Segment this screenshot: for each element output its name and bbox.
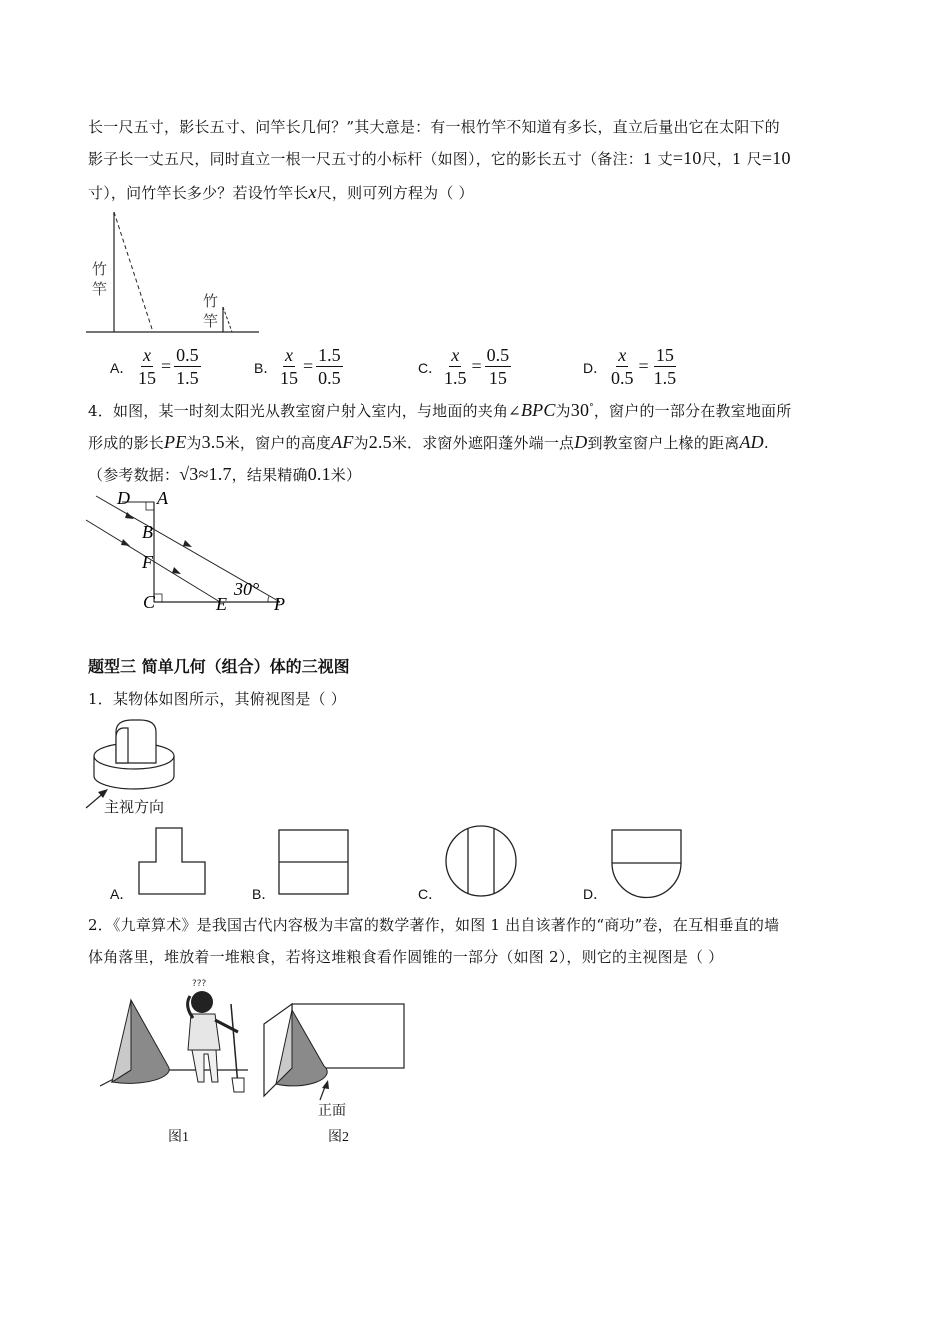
q3-variable-x: x xyxy=(308,182,317,202)
label-p: P xyxy=(274,594,285,614)
bamboo-figure xyxy=(86,210,261,335)
arrow-3 xyxy=(121,539,130,546)
q3-option-a-label[interactable]: A． xyxy=(110,360,134,376)
small-shadow-ray xyxy=(223,307,232,332)
bamboo-label-small-1: 竹 xyxy=(203,292,219,310)
q3-chi-value: =10 xyxy=(761,148,791,168)
q3-option-d[interactable]: $\frac{x}{0.5}$ = $\frac{15}{1.5}$ xyxy=(611,345,677,388)
q3-option-d-label[interactable]: D． xyxy=(583,360,608,376)
label-d: D xyxy=(117,488,130,508)
arrow-4 xyxy=(172,567,181,574)
q3-option-b[interactable]: $\frac{x}{15}$ = $\frac{1.5}{0.5}$ xyxy=(280,345,341,388)
q3-option-c[interactable]: $\frac{x}{1.5}$ = $\frac{0.5}{15}$ xyxy=(444,345,510,388)
ray-bottom xyxy=(86,520,220,602)
front-arrow-head xyxy=(322,1080,329,1089)
section-title: 题型三 简单几何（组合）体的三视图 xyxy=(88,657,350,676)
q4-line-1: 4．如图，某一时刻太阳光从教室窗户射入室内，与地面的夹角∠BPC为30°，窗户的一部分在教室地面所 xyxy=(88,400,792,420)
q1-option-d-figure[interactable] xyxy=(611,829,683,899)
grain-figure-2 xyxy=(262,1000,407,1100)
bamboo-label-small-2: 竿 xyxy=(203,312,219,330)
q3-line-2c: 尺，1 尺 xyxy=(701,150,762,168)
q3-line-3 xyxy=(88,182,474,203)
q4-line-2: 形成的影长PE为3.5米，窗户的高度AF为2.5米．求窗外遮阳蓬外端一点D到教室窗户上椽的距离AD. xyxy=(88,432,769,452)
label-f: F xyxy=(142,552,153,572)
view-direction-label: 主视方向 xyxy=(104,798,165,816)
q4-line-3: （参考数据：√3≈1.7，结果精确0.1米） xyxy=(88,464,362,484)
grain-figure-1 xyxy=(98,974,258,1094)
figure-1-caption: 图1 xyxy=(168,1130,189,1145)
q3-option-a[interactable]: $\frac{x}{15}$ = $\frac{0.5}{1.5}$ xyxy=(138,345,199,388)
right-angle-c xyxy=(154,594,162,602)
label-e: E xyxy=(216,594,227,614)
bamboo-label-big-1: 竹 xyxy=(92,260,108,278)
q3-line-2a: 影子长一丈五尺，同时直立一根一尺五寸的小标杆（如图），它的影长五寸（备注：1 丈 xyxy=(88,150,673,168)
q2-line-1: 2．《九章算术》是我国古代内容极为丰富的数学著作，如图 1 出自该著作的“商功”卷，在互相垂直的墙 xyxy=(88,916,780,934)
q1-option-b[interactable]: B． xyxy=(252,886,276,902)
q3-line-3a: 寸），问竹竿长多少？若设竹竿长 xyxy=(88,184,309,202)
q1-option-c[interactable]: C． xyxy=(418,886,443,902)
q1-option-a[interactable]: A． xyxy=(110,886,134,902)
scholar-illustration xyxy=(188,991,244,1092)
bamboo-label-big-2: 竿 xyxy=(92,280,108,298)
q2-line-2: 体角落里，堆放着一堆粮食，若将这堆粮食看作圆锥的一部分（如图 2），则它的主视图是（ ） xyxy=(88,948,724,966)
block-front xyxy=(116,728,128,763)
q1-option-c-figure[interactable] xyxy=(444,824,520,900)
q1-option-b-figure[interactable] xyxy=(278,829,350,897)
q1-option-d[interactable]: D． xyxy=(583,886,608,902)
label-angle: 30° xyxy=(234,579,260,599)
label-a: A xyxy=(157,488,168,508)
arrow-2 xyxy=(183,540,192,547)
right-angle-a xyxy=(146,502,154,510)
grain-cone-side xyxy=(112,1000,131,1082)
q3-line-3c: 尺，则可列方程为（ ） xyxy=(316,184,474,202)
q1-option-a-figure[interactable] xyxy=(138,826,208,896)
bamboo-shadow-ray xyxy=(114,212,153,332)
q3-zhang-value: =10 xyxy=(672,148,702,168)
question-marks: ??? xyxy=(192,979,207,989)
label-b: B xyxy=(142,522,153,542)
q3-option-c-label[interactable]: C． xyxy=(418,360,443,376)
window-figure xyxy=(84,488,289,614)
figure-2-caption: 图2 xyxy=(328,1130,349,1145)
q1-text: 1．某物体如图所示，其俯视图是（ ） xyxy=(88,690,346,708)
label-c: C xyxy=(143,592,156,612)
angle-arc xyxy=(268,596,269,602)
front-label: 正面 xyxy=(318,1103,346,1119)
q3-line-1: 长一尺五寸，影长五寸、问竿长几何？”其大意是：有一根竹竿不知道有多长，直立后量出它在太阳下的 xyxy=(88,118,780,136)
q3-line-2 xyxy=(88,148,791,169)
q3-option-b-label[interactable]: B． xyxy=(254,360,278,376)
